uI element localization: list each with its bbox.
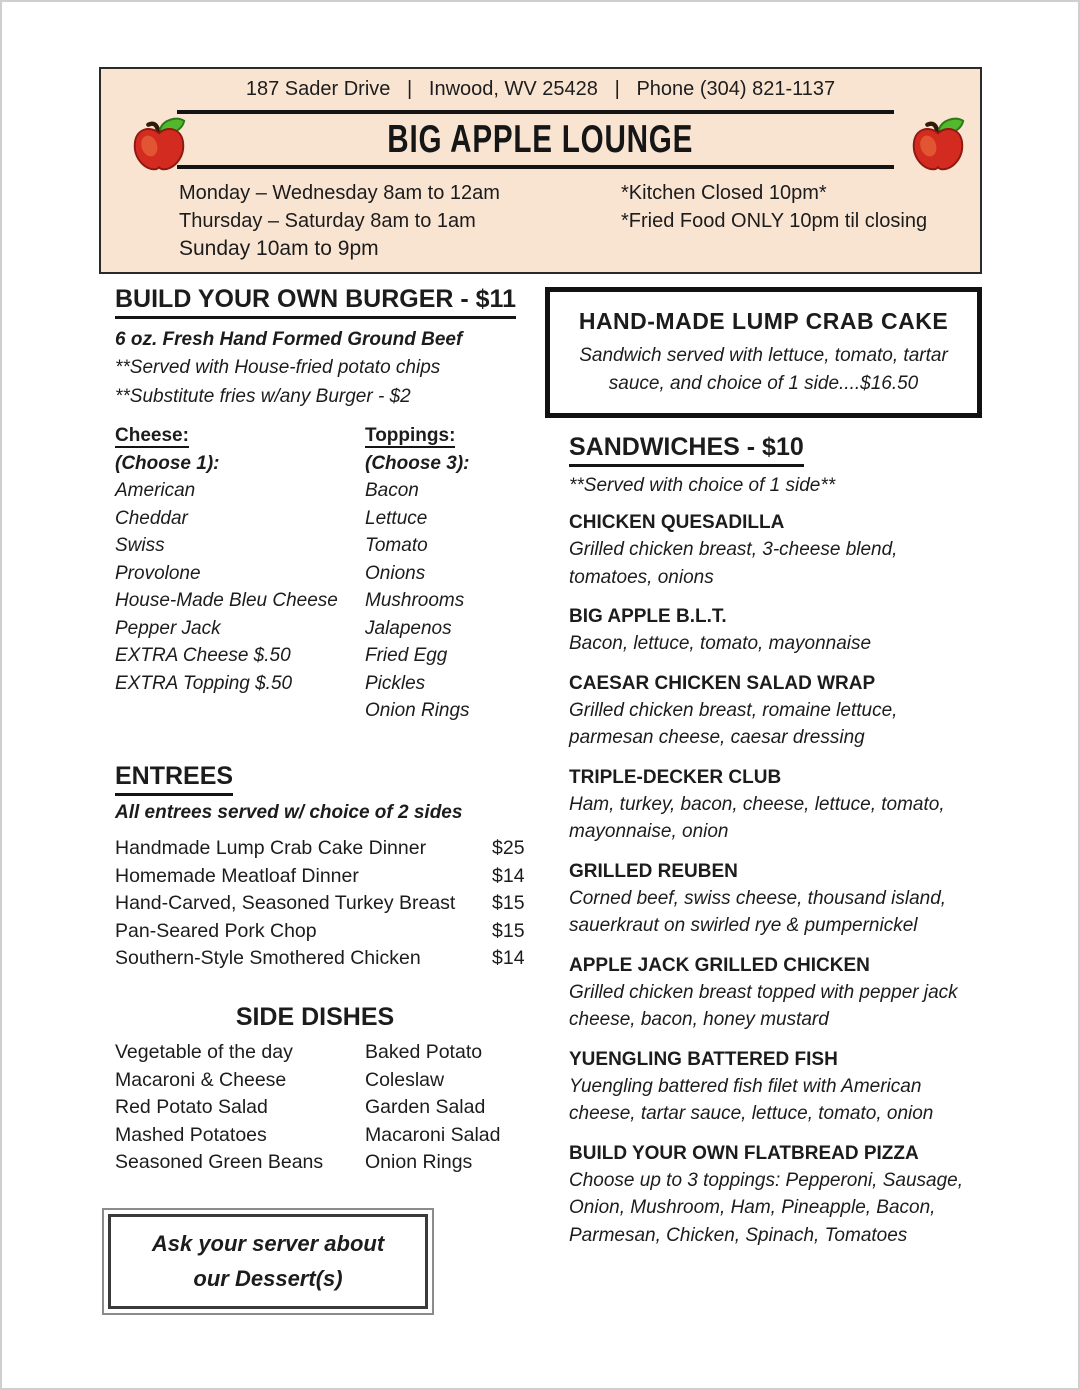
section-title: BUILD YOUR OWN BURGER - $11 (115, 285, 535, 319)
cheese-item: EXTRA Cheese $.50 (115, 645, 291, 666)
header-rule-top (177, 110, 894, 114)
cheese-column (115, 422, 365, 725)
entree-row (115, 890, 527, 918)
sandwich-item (569, 604, 981, 658)
entree-price: $14 (492, 947, 525, 969)
section-title: SIDE DISHES (235, 1003, 395, 1031)
sandwich-name: BUILD YOUR OWN FLATBREAD PIZZA (569, 1142, 919, 1164)
entree-row (115, 918, 527, 946)
address-line: 187 Sader Drive | Inwood, WV 25428 | Phone (304) 821-1137 (245, 78, 836, 100)
section-title: SANDWICHES - $10 (569, 433, 981, 467)
crab-cake-description: Sandwich served with lettuce, tomato, tartar sauce, and choice of 1 side....$16.50 (579, 345, 948, 394)
sandwich-name: CHICKEN QUESADILLA (569, 512, 785, 533)
dessert-text: our Dessert(s) (193, 1266, 343, 1291)
entree-name: Handmade Lump Crab Cake Dinner (115, 837, 427, 859)
section-entrees (115, 762, 527, 973)
crab-cake-callout-box (545, 287, 982, 418)
sandwich-description: Yuengling battered fish filet with American cheese, tartar sauce, lettuce, tomato, onion (569, 1075, 934, 1124)
entree-name: Southern-Style Smothered Chicken (115, 947, 421, 969)
side-item: Macaroni & Cheese (115, 1068, 287, 1091)
entrees-subtitle: All entrees served w/ choice of 2 sides (115, 802, 463, 823)
entree-row (115, 945, 527, 973)
sandwich-item (569, 510, 981, 591)
entrees-list (115, 835, 527, 973)
note-line: *Fried Food ONLY 10pm til closing (621, 210, 928, 232)
entree-row (115, 835, 527, 863)
entree-price: $15 (492, 892, 525, 914)
crab-cake-title: HAND-MADE LUMP CRAB CAKE (578, 308, 949, 334)
cheese-item: Provolone (115, 562, 201, 584)
side-item: Macaroni Salad (365, 1123, 501, 1146)
topping-item: Bacon (365, 480, 419, 501)
side-item: Mashed Potatoes (115, 1123, 267, 1146)
kitchen-notes (621, 179, 927, 235)
dessert-callout-box (102, 1208, 434, 1315)
sandwich-item (569, 1141, 981, 1250)
hours-line: Thursday – Saturday 8am to 1am (179, 210, 476, 232)
sandwich-description: Choose up to 3 toppings: Pepperoni, Sausage, Onion, Mushroom, Ham, Pineapple, Bacon, Parmesan, Chicken, Spinach, Tomatoes (569, 1169, 964, 1246)
cheese-item: Swiss (115, 535, 165, 556)
section-sandwiches (569, 433, 981, 1249)
sandwich-description: Grilled chicken breast, 3-cheese blend, tomatoes, onions (569, 539, 898, 588)
topping-item: Onions (365, 562, 426, 584)
toppings-heading: Toppings: (365, 425, 456, 446)
side-item: Red Potato Salad (115, 1096, 268, 1118)
burger-note: **Substitute fries w/any Burger - $2 (115, 386, 411, 407)
side-item: Baked Potato (365, 1041, 483, 1063)
cheese-item: House-Made Bleu Cheese (115, 590, 338, 611)
cheese-item: EXTRA Topping $.50 (115, 672, 293, 694)
topping-item: Pickles (365, 672, 426, 694)
topping-item: Mushrooms (365, 590, 465, 611)
sandwich-name: BIG APPLE B.L.T. (569, 606, 727, 627)
sandwich-name: GRILLED REUBEN (569, 860, 738, 882)
sandwich-name: TRIPLE-DECKER CLUB (569, 766, 782, 788)
topping-item: Jalapenos (365, 617, 452, 639)
entree-name: Pan-Seared Pork Chop (115, 919, 317, 942)
restaurant-title: BIG APPLE LOUNGE (387, 118, 694, 161)
sandwich-name: YUENGLING BATTERED FISH (569, 1048, 838, 1070)
dessert-callout-inner (108, 1214, 428, 1309)
sandwich-description: Corned beef, swiss cheese, thousand island, sauerkraut on swirled rye & pumpernickel (569, 887, 947, 936)
entree-row (115, 863, 527, 891)
sandwich-item (569, 953, 981, 1034)
hours-list (179, 179, 500, 263)
sandwich-item (569, 765, 981, 846)
topping-item: Lettuce (365, 507, 428, 529)
entree-price: $25 (492, 837, 525, 859)
toppings-column (365, 422, 535, 725)
side-item: Seasoned Green Beans (115, 1151, 324, 1173)
side-item: Onion Rings (365, 1151, 473, 1173)
side-item: Coleslaw (365, 1068, 445, 1091)
entree-name: Hand-Carved, Seasoned Turkey Breast (115, 892, 456, 914)
entree-price: $14 (492, 864, 525, 887)
sandwiches-subtitle: **Served with choice of 1 side** (569, 475, 836, 496)
burger-subtitle: 6 oz. Fresh Hand Formed Ground Beef (115, 329, 463, 350)
sandwich-item (569, 1047, 981, 1128)
cheese-item: Pepper Jack (115, 617, 221, 639)
side-item: Vegetable of the day (115, 1041, 293, 1063)
note-line: *Kitchen Closed 10pm* (621, 182, 827, 204)
sandwich-description: Bacon, lettuce, tomato, mayonnaise (569, 633, 872, 654)
dessert-text: Ask your server about (151, 1231, 385, 1256)
topping-item: Fried Egg (365, 645, 448, 666)
hours-line: Sunday 10am to 9pm (179, 237, 379, 260)
sandwich-name: CAESAR CHICKEN SALAD WRAP (569, 672, 876, 694)
hours-line: Monday – Wednesday 8am to 12am (179, 182, 500, 204)
entree-name: Homemade Meatloaf Dinner (115, 864, 359, 887)
cheese-heading: Cheese: (115, 425, 189, 446)
sides-columns (115, 1039, 515, 1177)
section-build-your-own-burger (115, 285, 535, 408)
sandwich-name: APPLE JACK GRILLED CHICKEN (569, 954, 870, 976)
header-rule-bottom (177, 165, 894, 169)
toppings-choose: (Choose 3): (365, 452, 470, 474)
sides-column-1 (115, 1039, 365, 1177)
header (99, 67, 982, 274)
sandwich-item (569, 671, 981, 752)
cheese-choose: (Choose 1): (115, 452, 220, 474)
sandwich-item (569, 859, 981, 940)
side-item: Garden Salad (365, 1096, 486, 1118)
entree-price: $15 (492, 919, 525, 942)
sandwich-description: Ham, turkey, bacon, cheese, lettuce, tomato, mayonnaise, onion (569, 793, 945, 842)
cheese-item: Cheddar (115, 507, 188, 529)
topping-item: Tomato (365, 535, 428, 556)
sides-column-2 (365, 1039, 515, 1177)
sandwich-description: Grilled chicken breast, romaine lettuce, parmesan cheese, caesar dressing (569, 699, 898, 748)
cheese-item: American (115, 480, 196, 501)
burger-options (115, 422, 535, 725)
sandwich-description: Grilled chicken breast topped with pepper jack cheese, bacon, honey mustard (569, 981, 958, 1030)
section-title: ENTREES (115, 762, 527, 796)
burger-note: **Served with House-fried potato chips (115, 357, 441, 378)
topping-item: Onion Rings (365, 700, 470, 721)
section-side-dishes (115, 1003, 515, 1177)
